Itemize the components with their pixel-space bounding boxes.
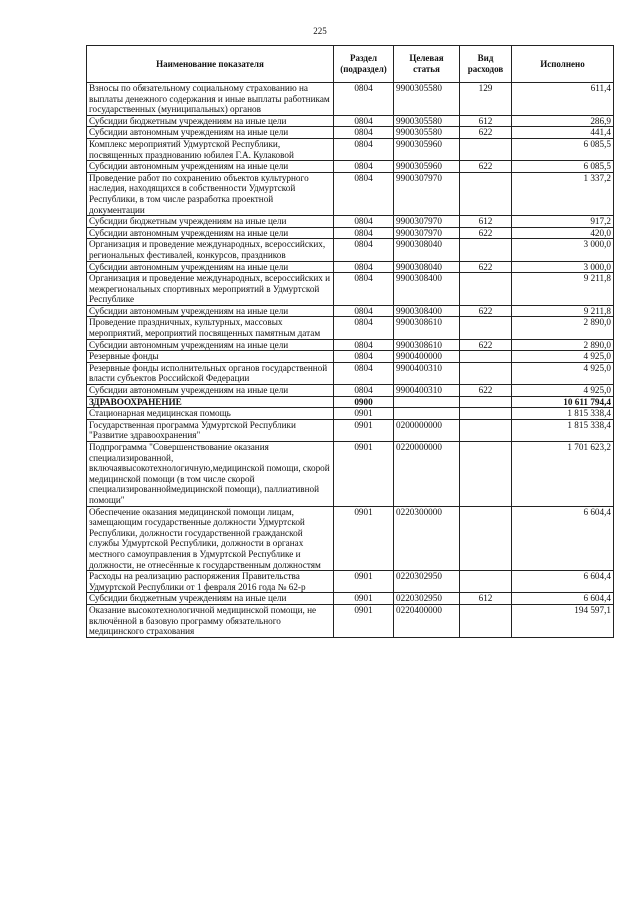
cell-amount: 420,0: [512, 227, 614, 239]
cell-amount: 441,4: [512, 127, 614, 139]
table-row: [87, 115, 614, 127]
cell-target: 0220302950: [394, 593, 460, 605]
cell-amount: 6 604,4: [512, 571, 614, 593]
cell-section: 0901: [334, 506, 394, 571]
cell-section: 0804: [334, 161, 394, 173]
cell-type: 622: [460, 261, 512, 273]
cell-name: Субсидии автономным учреждениям на иные цели: [87, 127, 334, 139]
cell-type: 612: [460, 115, 512, 127]
cell-name: Организация и проведение международных, всероссийских и межрегиональных спортивных мероприятий в Удмуртской Республике: [87, 273, 334, 306]
cell-name: Субсидии бюджетным учреждениям на иные цели: [87, 593, 334, 605]
cell-target: 9900305580: [394, 115, 460, 127]
table-row: [87, 385, 614, 397]
cell-amount: 3 000,0: [512, 239, 614, 261]
header-amount: Исполнено: [512, 46, 614, 83]
cell-type: 129: [460, 83, 512, 116]
header-target: Целевая статья: [394, 46, 460, 83]
table-row: [87, 239, 614, 261]
cell-amount: 917,2: [512, 216, 614, 228]
table-row: [87, 161, 614, 173]
cell-section: 0901: [334, 408, 394, 420]
cell-amount: 194 597,1: [512, 604, 614, 637]
cell-amount: 6 085,5: [512, 161, 614, 173]
cell-amount: 9 211,8: [512, 305, 614, 317]
cell-amount: 10 611 794,4: [512, 396, 614, 408]
cell-name: Проведение работ по сохранению объектов культурного наследия, находящихся в собственности Удмуртской Республики, в том числе разработка проектной документации: [87, 172, 334, 215]
table-row: [87, 396, 614, 408]
cell-section: 0804: [334, 273, 394, 306]
cell-type: 622: [460, 305, 512, 317]
cell-amount: 611,4: [512, 83, 614, 116]
cell-section: 0804: [334, 115, 394, 127]
cell-type: 622: [460, 385, 512, 397]
cell-amount: 1 815 338,4: [512, 408, 614, 420]
table-header-row: [87, 46, 614, 83]
cell-section: 0804: [334, 127, 394, 139]
table-row: [87, 339, 614, 351]
cell-target: [394, 408, 460, 420]
cell-section: 0901: [334, 571, 394, 593]
cell-amount: 2 890,0: [512, 339, 614, 351]
table-row: [87, 604, 614, 637]
cell-amount: 6 604,4: [512, 506, 614, 571]
cell-target: 9900308610: [394, 339, 460, 351]
cell-type: [460, 172, 512, 215]
cell-name: Резервные фонды исполнительных органов государственной власти субъектов Российской Федерации: [87, 362, 334, 384]
cell-section: 0804: [334, 138, 394, 160]
cell-amount: 3 000,0: [512, 261, 614, 273]
cell-name: Подпрограмма "Совершенствование оказания специализированной, включаявысокотехнологичную,медицинской помощи, скорой медицинской помощи (в том числе скорой специализированноймедицинской помощи), паллиативной помощи": [87, 442, 334, 507]
cell-amount: 1 701 623,2: [512, 442, 614, 507]
cell-section: 0804: [334, 317, 394, 339]
table-row: [87, 419, 614, 441]
cell-section: 0901: [334, 593, 394, 605]
table-row: [87, 273, 614, 306]
cell-target: 0200000000: [394, 419, 460, 441]
cell-amount: 1 815 338,4: [512, 419, 614, 441]
cell-type: [460, 442, 512, 507]
cell-target: 0220000000: [394, 442, 460, 507]
cell-target: 9900308040: [394, 239, 460, 261]
cell-name: Взносы по обязательному социальному страхованию на выплаты денежного содержания и иные выплаты работникам государственных (муниципальных) органов: [87, 83, 334, 116]
table-row: [87, 127, 614, 139]
cell-name: Обеспечение оказания медицинской помощи лицам, замещающим государственные должности Удмуртской Республики, должности государственной гражданской службы Удмуртской Республики, должности в органах местного самоуправления в Удмуртской Республике и должности, не отнесённые к государственным должностям: [87, 506, 334, 571]
cell-type: [460, 408, 512, 420]
cell-type: [460, 138, 512, 160]
cell-type: [460, 396, 512, 408]
cell-type: 622: [460, 227, 512, 239]
cell-name: Государственная программа Удмуртской Республики "Развитие здравоохранения": [87, 419, 334, 441]
table-row: [87, 138, 614, 160]
cell-type: [460, 419, 512, 441]
cell-section: 0804: [334, 261, 394, 273]
cell-amount: 1 337,2: [512, 172, 614, 215]
cell-name: Субсидии автономным учреждениям на иные цели: [87, 227, 334, 239]
cell-section: 0804: [334, 239, 394, 261]
cell-section: 0804: [334, 362, 394, 384]
cell-target: 9900307970: [394, 227, 460, 239]
cell-target: 9900308040: [394, 261, 460, 273]
cell-type: [460, 604, 512, 637]
table-row: [87, 362, 614, 384]
cell-section: 0804: [334, 227, 394, 239]
table-row: [87, 172, 614, 215]
table-row: [87, 408, 614, 420]
cell-type: 612: [460, 593, 512, 605]
header-name: Наименование показателя: [87, 46, 334, 83]
cell-amount: 2 890,0: [512, 317, 614, 339]
header-section: Раздел (подраздел): [334, 46, 394, 83]
cell-name: Оказание высокотехнологичной медицинской помощи, не включённой в базовую программу обязательного медицинского страхования: [87, 604, 334, 637]
cell-section: 0804: [334, 339, 394, 351]
cell-target: 9900400310: [394, 385, 460, 397]
cell-name: Расходы на реализацию распоряжения Правительства Удмуртской Республики от 1 февраля 2016 года № 62-р: [87, 571, 334, 593]
cell-target: 9900307970: [394, 172, 460, 215]
cell-name: Субсидии автономным учреждениям на иные цели: [87, 161, 334, 173]
cell-name: Организация и проведение международных, всероссийских, региональных фестивалей, конкурсов, праздников: [87, 239, 334, 261]
cell-target: 9900400310: [394, 362, 460, 384]
cell-name: Проведение праздничных, культурных, массовых мероприятий, мероприятий посвященных памятным датам: [87, 317, 334, 339]
cell-target: [394, 396, 460, 408]
cell-target: 9900308610: [394, 317, 460, 339]
cell-name: Резервные фонды: [87, 351, 334, 363]
cell-type: [460, 317, 512, 339]
cell-section: 0804: [334, 172, 394, 215]
cell-amount: 4 925,0: [512, 351, 614, 363]
table-row: [87, 593, 614, 605]
cell-amount: 286,9: [512, 115, 614, 127]
table-row: [87, 83, 614, 116]
cell-name: Субсидии бюджетным учреждениям на иные цели: [87, 115, 334, 127]
cell-section: 0901: [334, 604, 394, 637]
table-row: [87, 351, 614, 363]
cell-name: Субсидии автономным учреждениям на иные цели: [87, 385, 334, 397]
cell-amount: 9 211,8: [512, 273, 614, 306]
cell-target: 9900305960: [394, 161, 460, 173]
table-row: [87, 317, 614, 339]
cell-section: 0804: [334, 351, 394, 363]
header-type: Вид расходов: [460, 46, 512, 83]
cell-target: 9900307970: [394, 216, 460, 228]
cell-type: 622: [460, 127, 512, 139]
cell-amount: 4 925,0: [512, 385, 614, 397]
cell-name: Стационарная медицинская помощь: [87, 408, 334, 420]
cell-name: Комплекс мероприятий Удмуртской Республики, посвященных празднованию юбилея Г.А. Кулаковой: [87, 138, 334, 160]
cell-section: 0804: [334, 216, 394, 228]
cell-amount: 6 085,5: [512, 138, 614, 160]
cell-section: 0901: [334, 419, 394, 441]
table-row: [87, 571, 614, 593]
cell-section: 0901: [334, 442, 394, 507]
cell-target: 0220300000: [394, 506, 460, 571]
cell-type: [460, 351, 512, 363]
cell-name: Субсидии автономным учреждениям на иные цели: [87, 339, 334, 351]
table-row: [87, 216, 614, 228]
table-row: [87, 305, 614, 317]
cell-name: Субсидии автономным учреждениям на иные цели: [87, 261, 334, 273]
cell-target: 0220302950: [394, 571, 460, 593]
table-row: [87, 261, 614, 273]
cell-type: [460, 273, 512, 306]
cell-type: 612: [460, 216, 512, 228]
cell-section: 0900: [334, 396, 394, 408]
cell-section: 0804: [334, 83, 394, 116]
cell-target: 9900305580: [394, 127, 460, 139]
cell-type: [460, 362, 512, 384]
cell-type: [460, 506, 512, 571]
cell-target: 9900308400: [394, 273, 460, 306]
cell-section: 0804: [334, 305, 394, 317]
cell-type: [460, 571, 512, 593]
budget-table: [86, 45, 614, 638]
cell-amount: 6 604,4: [512, 593, 614, 605]
cell-type: [460, 239, 512, 261]
table-row: [87, 442, 614, 507]
cell-amount: 4 925,0: [512, 362, 614, 384]
cell-target: 9900305580: [394, 83, 460, 116]
cell-type: 622: [460, 161, 512, 173]
cell-name: Субсидии бюджетным учреждениям на иные цели: [87, 216, 334, 228]
cell-target: 9900305960: [394, 138, 460, 160]
cell-section: 0804: [334, 385, 394, 397]
cell-target: 9900400000: [394, 351, 460, 363]
table-row: [87, 506, 614, 571]
cell-name: Субсидии автономным учреждениям на иные цели: [87, 305, 334, 317]
cell-name: ЗДРАВООХРАНЕНИЕ: [87, 396, 334, 408]
cell-target: 9900308400: [394, 305, 460, 317]
table-row: [87, 227, 614, 239]
page-number: 225: [313, 26, 327, 36]
cell-type: 622: [460, 339, 512, 351]
cell-target: 0220400000: [394, 604, 460, 637]
